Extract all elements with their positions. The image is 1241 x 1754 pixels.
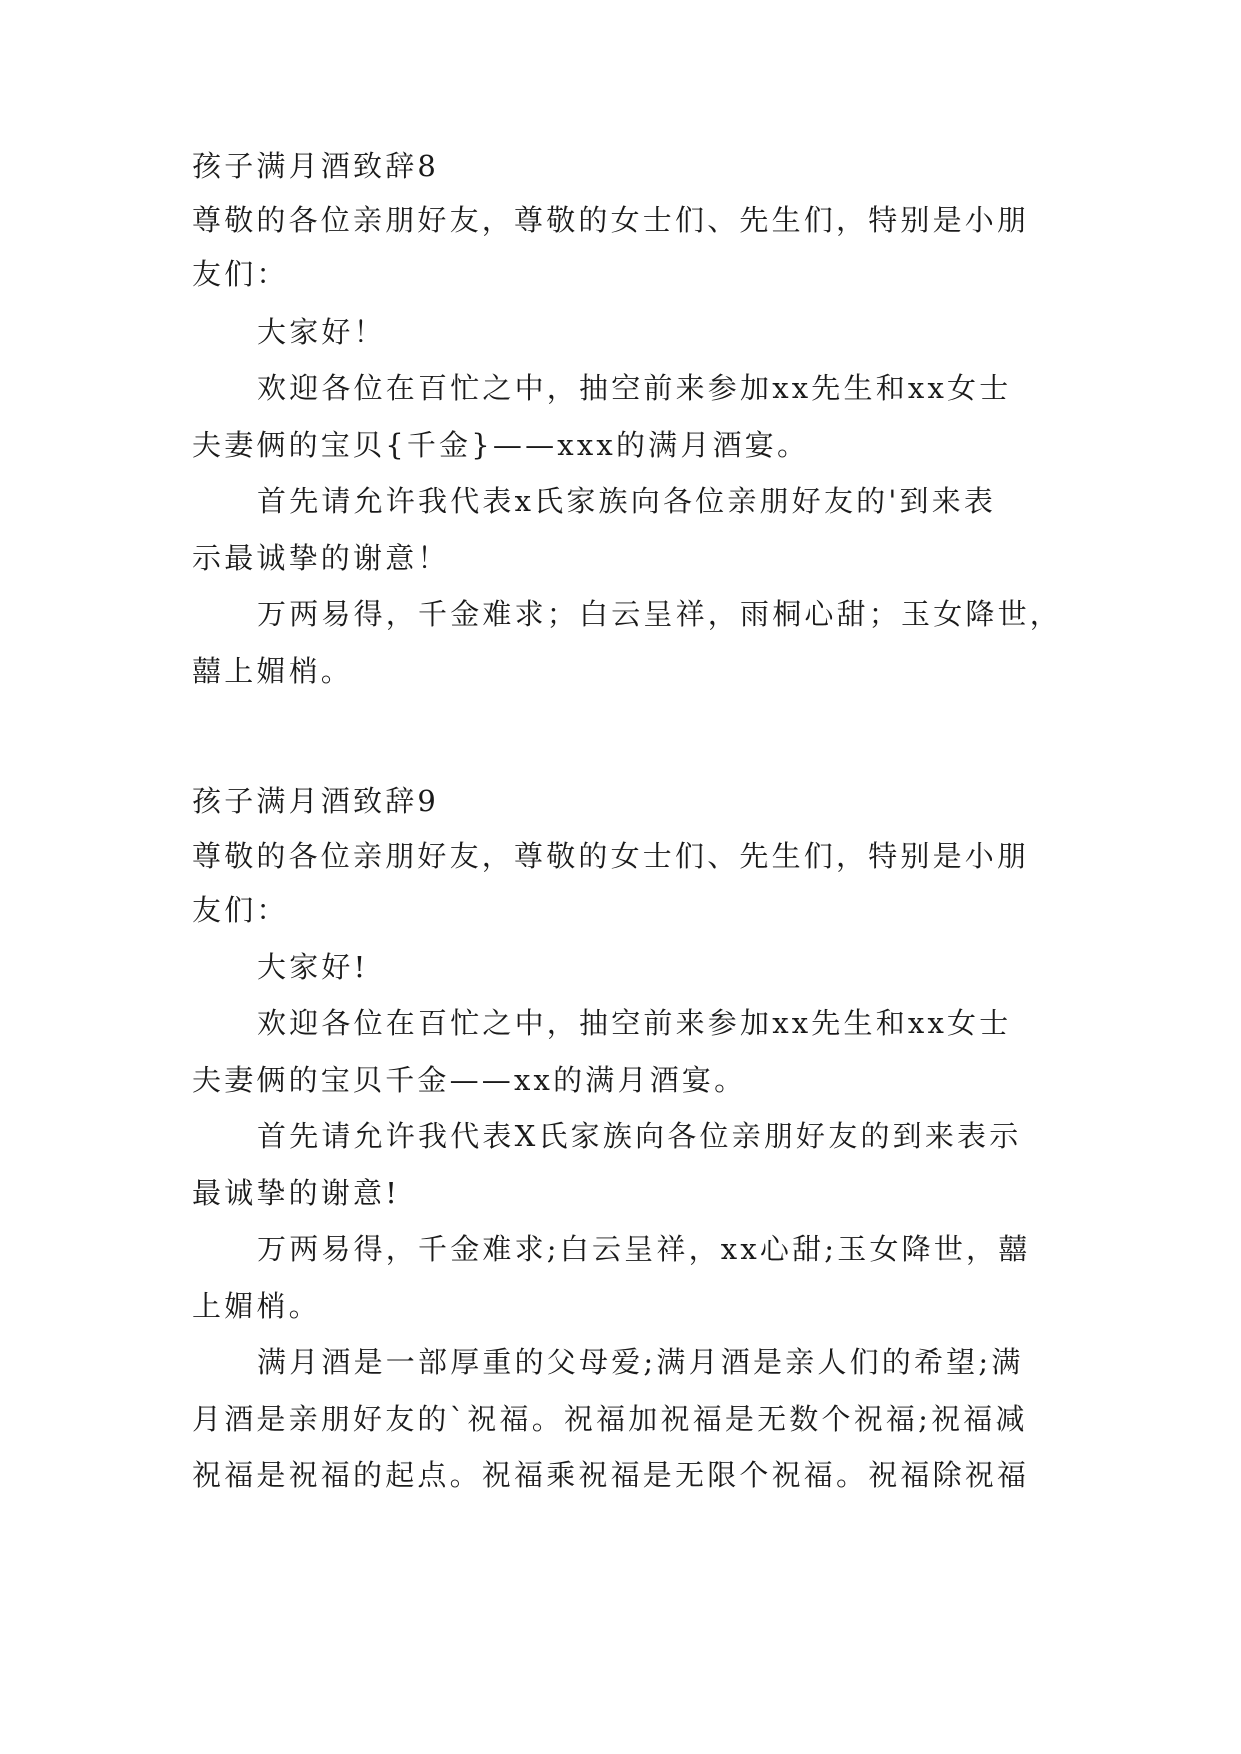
paragraph-line: 祝福是祝福的起点。祝福乘祝福是无限个祝福。祝福除祝福 (192, 1458, 1030, 1492)
greeting: 大家好! (257, 950, 369, 984)
paragraph-line: 月酒是亲朋好友的`祝福。祝福加祝福是无数个祝福;祝福减 (192, 1402, 1028, 1436)
paragraph-line: 满月酒是一部厚重的父母爱;满月酒是亲人们的希望;满 (257, 1345, 1024, 1379)
salutation-line: 友们： (192, 893, 289, 927)
paragraph-line: 上媚梢。 (192, 1289, 321, 1323)
paragraph-line: 欢迎各位在百忙之中，抽空前来参加xx先生和xx女士 (257, 371, 1012, 405)
paragraph-line: 首先请允许我代表X氏家族向各位亲朋好友的到来表示 (257, 1119, 1022, 1153)
section-title: 孩子满月酒致辞9 (192, 784, 440, 818)
paragraph-line: 夫妻俩的宝贝千金——xx的满月酒宴。 (192, 1063, 747, 1097)
paragraph-line: 夫妻俩的宝贝{千金}——xxx的满月酒宴。 (192, 428, 810, 462)
paragraph-line: 示最诚挚的谢意！ (192, 541, 450, 575)
paragraph-line: 最诚挚的谢意! (192, 1176, 401, 1210)
salutation-line: 友们： (192, 257, 289, 291)
salutation-line: 尊敬的各位亲朋好友，尊敬的女士们、先生们，特别是小朋 (192, 203, 1030, 237)
greeting: 大家好！ (257, 315, 386, 349)
paragraph-line: 囍上媚梢。 (192, 654, 354, 688)
paragraph-line: 万两易得，千金难求；白云呈祥，雨桐心甜；玉女降世， (257, 597, 1063, 631)
section-title: 孩子满月酒致辞8 (192, 149, 440, 183)
paragraph-line: 欢迎各位在百忙之中，抽空前来参加xx先生和xx女士 (257, 1006, 1012, 1040)
paragraph-line: 万两易得，千金难求;白云呈祥，xx心甜;玉女降世，囍 (257, 1232, 1031, 1266)
salutation-line: 尊敬的各位亲朋好友，尊敬的女士们、先生们，特别是小朋 (192, 839, 1030, 873)
paragraph-line: 首先请允许我代表x氏家族向各位亲朋好友的'到来表 (257, 484, 997, 518)
